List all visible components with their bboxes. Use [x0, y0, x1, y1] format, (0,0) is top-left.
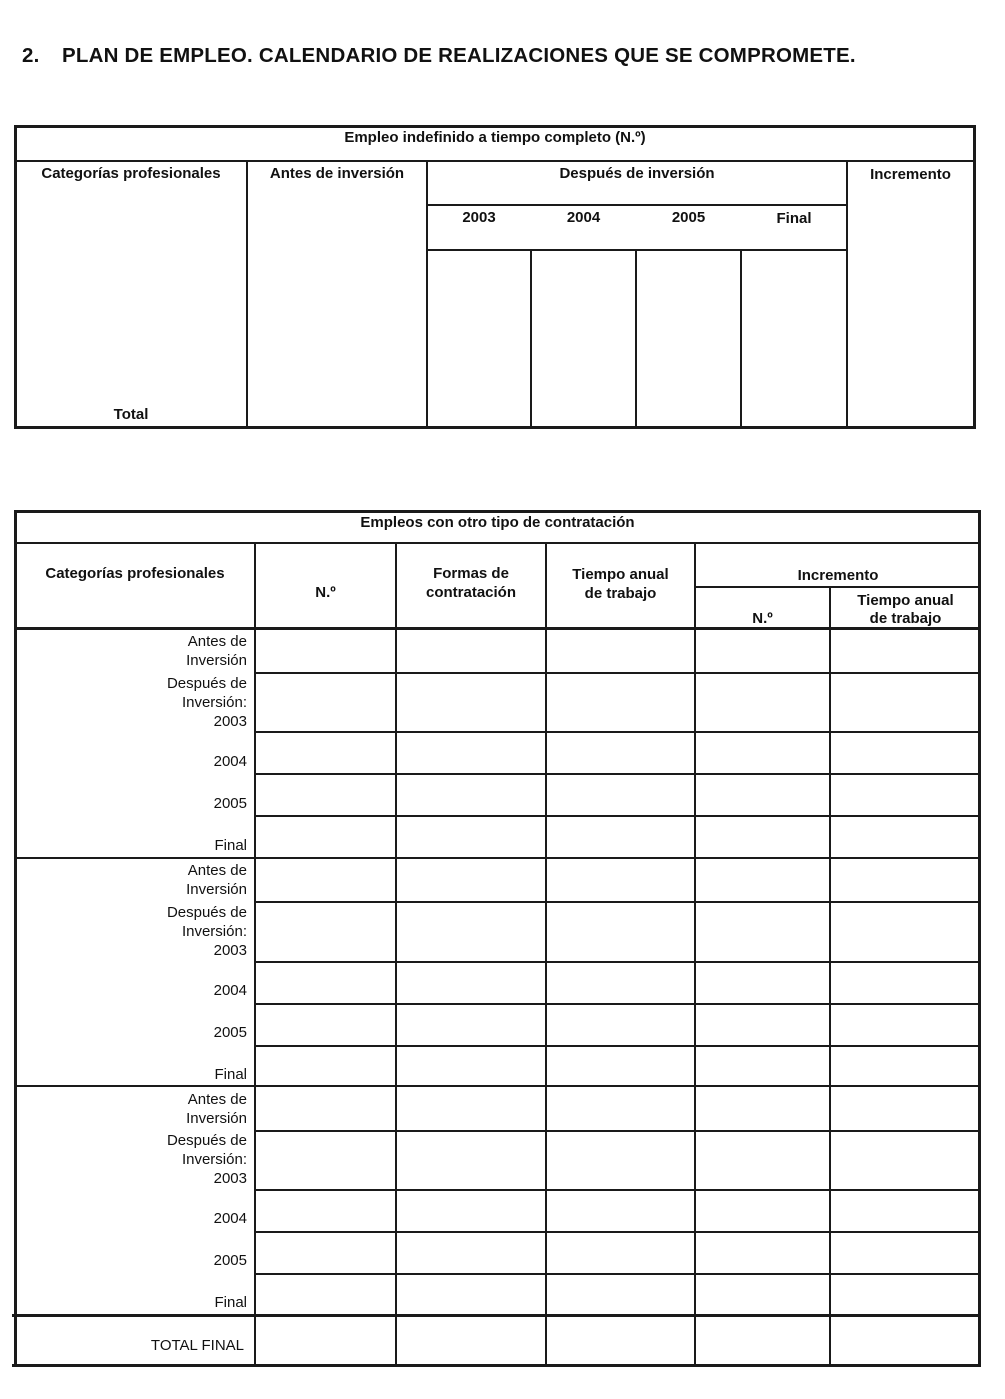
table2-sub-number: N.º — [752, 610, 773, 627]
table2-sub-time-line2: de trabajo — [869, 610, 942, 627]
table2-col-forms-line1: Formas de — [433, 565, 509, 582]
row-label-before-line1: Antes de — [187, 862, 247, 879]
row-label-2005: 2005 — [213, 795, 247, 812]
table2-sub-time-line1: Tiempo anual — [857, 592, 954, 609]
table1-year-final: Final — [776, 210, 812, 227]
row-label-before-line2: Inversión — [186, 652, 247, 669]
table1-col-after: Después de inversión — [559, 165, 715, 182]
row-label-2004: 2004 — [213, 982, 247, 999]
table1-col-before: Antes de inversión — [269, 165, 405, 182]
row-label-2004: 2004 — [213, 753, 247, 770]
row-label-final: Final — [214, 837, 247, 854]
row-label-2005: 2005 — [213, 1252, 247, 1269]
row-label-before-line2: Inversión — [186, 881, 247, 898]
table1-title: Empleo indefinido a tiempo completo (N.º) — [344, 129, 646, 146]
row-label-after-line1: Después de — [166, 675, 247, 692]
row-label-before-line2: Inversión — [186, 1110, 247, 1127]
section-title — [22, 44, 856, 68]
row-label-after-line2: Inversión: — [181, 923, 247, 940]
total-final-label: TOTAL FINAL — [150, 1337, 244, 1354]
table1-total-label: Total — [113, 406, 149, 423]
row-label-final: Final — [214, 1294, 247, 1311]
table2-title: Empleos con otro tipo de contratación — [360, 514, 635, 531]
row-label-2003: 2003 — [213, 713, 247, 730]
table2-col-time-line2: de trabajo — [584, 585, 657, 602]
table2-col-categories: Categorías profesionales — [45, 565, 225, 582]
row-label-2004: 2004 — [213, 1210, 247, 1227]
row-label-after-line1: Después de — [166, 1132, 247, 1149]
table2-col-number: N.º — [315, 584, 336, 601]
table1-col-categories: Categorías profesionales — [41, 165, 221, 182]
table1-year-2005: 2005 — [671, 209, 706, 226]
section-title-text: PLAN DE EMPLEO. CALENDARIO DE REALIZACIONES QUE SE COMPROMETE. — [62, 44, 856, 67]
row-label-after-line2: Inversión: — [181, 1151, 247, 1168]
table1-col-increment: Incremento — [870, 166, 951, 183]
table1-year-2003: 2003 — [462, 209, 496, 226]
table1-year-2004: 2004 — [566, 209, 601, 226]
row-label-after-line1: Después de — [166, 904, 247, 921]
row-label-final: Final — [214, 1066, 247, 1083]
table2-col-time-line1: Tiempo anual — [572, 566, 669, 583]
row-label-2003: 2003 — [213, 942, 247, 959]
row-label-after-line2: Inversión: — [181, 694, 247, 711]
table2-col-forms-line2: contratación — [425, 584, 516, 601]
row-label-before-line1: Antes de — [187, 1091, 247, 1108]
row-label-before-line1: Antes de — [187, 633, 247, 650]
table2-col-increment: Incremento — [797, 567, 879, 584]
section-number: 2. — [22, 44, 40, 67]
row-label-2005: 2005 — [213, 1024, 247, 1041]
row-label-2003: 2003 — [213, 1170, 247, 1187]
